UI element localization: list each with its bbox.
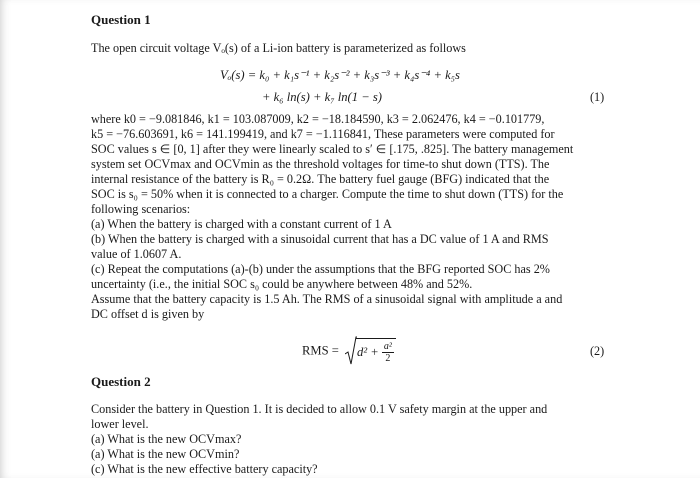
- q1-item-c: (c) Repeat the computations (a)-(b) under the assumptions that the BFG reported SOC has 2%: [91, 262, 550, 276]
- q1-body-line: internal resistance of the battery is R₀ = 0.2Ω. The battery fuel gauge (BFG) indicated that the: [91, 172, 550, 186]
- q1-body-line: where k0 = −9.081846, k1 = 103.087009, k2 = −18.184590, k3 = 2.062476, k4 = −0.101779,: [91, 112, 545, 126]
- equation-2-number: (2): [590, 344, 605, 358]
- q1-item-a: (a) When the battery is charged with a constant current of 1 A: [91, 217, 392, 231]
- fraction-denominator: 2: [385, 353, 391, 364]
- equation-1-line-2: + k₆ ln(s) + k₇ ln(1 − s): [262, 90, 382, 104]
- equation-2-fraction: [382, 341, 394, 364]
- q1-body-line: SOC values s ∈ [0, 1] after they were linearly scaled to s′ ∈ [.175, .825]. The battery management: [91, 142, 574, 156]
- question-1-intro: The open circuit voltage Vₒ(s) of a Li-ion battery is parameterized as follows: [91, 41, 466, 55]
- equation-1-number: (1): [590, 90, 605, 104]
- question-2-title: Question 2: [91, 374, 151, 389]
- q1-body-line: k5 = −76.603691, k6 = 141.199419, and k7 = −1.116841, These parameters were computed for: [91, 127, 555, 141]
- equation-2: [302, 336, 396, 370]
- q1-item-b-cont: value of 1.0607 A.: [91, 247, 182, 261]
- q2-item-a-max: (a) What is the new OCVmax?: [91, 432, 242, 446]
- q1-item-b: (b) When the battery is charged with a sinusoidal current that has a DC value of 1 A and RMS: [91, 232, 549, 246]
- q1-item-c-cont: uncertainty (i.e., the initial SOC s₀ could be anywhere between 48% and 52%.: [91, 277, 473, 291]
- question-1-title: Question 1: [91, 12, 151, 27]
- q2-item-c: (c) What is the new effective battery capacity?: [91, 462, 318, 476]
- q2-body-line: Consider the battery in Question 1. It is decided to allow 0.1 V safety margin at the upper and: [91, 402, 548, 416]
- q1-body-line: system set OCVmax and OCVmin as the threshold voltages for time-to shut down (TTS). The: [91, 157, 550, 171]
- equation-1-line-1: Vₒ(s) = k₀ + k₁s⁻¹ + k₂s⁻² + k₃s⁻³ + k₄s⁻⁴ + k₅s: [220, 68, 460, 82]
- q1-body-line: SOC is s₀ = 50% when it is connected to a charger. Compute the time to shut down (TTS) for the: [91, 187, 564, 201]
- fraction-numerator: a²: [383, 341, 392, 352]
- q1-body-line: Assume that the battery capacity is 1.5 Ah. The RMS of a sinusoidal signal with amplitude a and: [91, 292, 563, 306]
- equation-2-sqrt-term: d² +: [357, 345, 379, 359]
- q1-body-line: DC offset d is given by: [91, 307, 205, 321]
- q2-body-line: lower level.: [91, 417, 149, 431]
- q2-item-a-min: (a) What is the new OCVmin?: [91, 447, 240, 461]
- q1-body-line: following scenarios:: [91, 202, 191, 216]
- equation-2-lhs: RMS =: [302, 343, 339, 358]
